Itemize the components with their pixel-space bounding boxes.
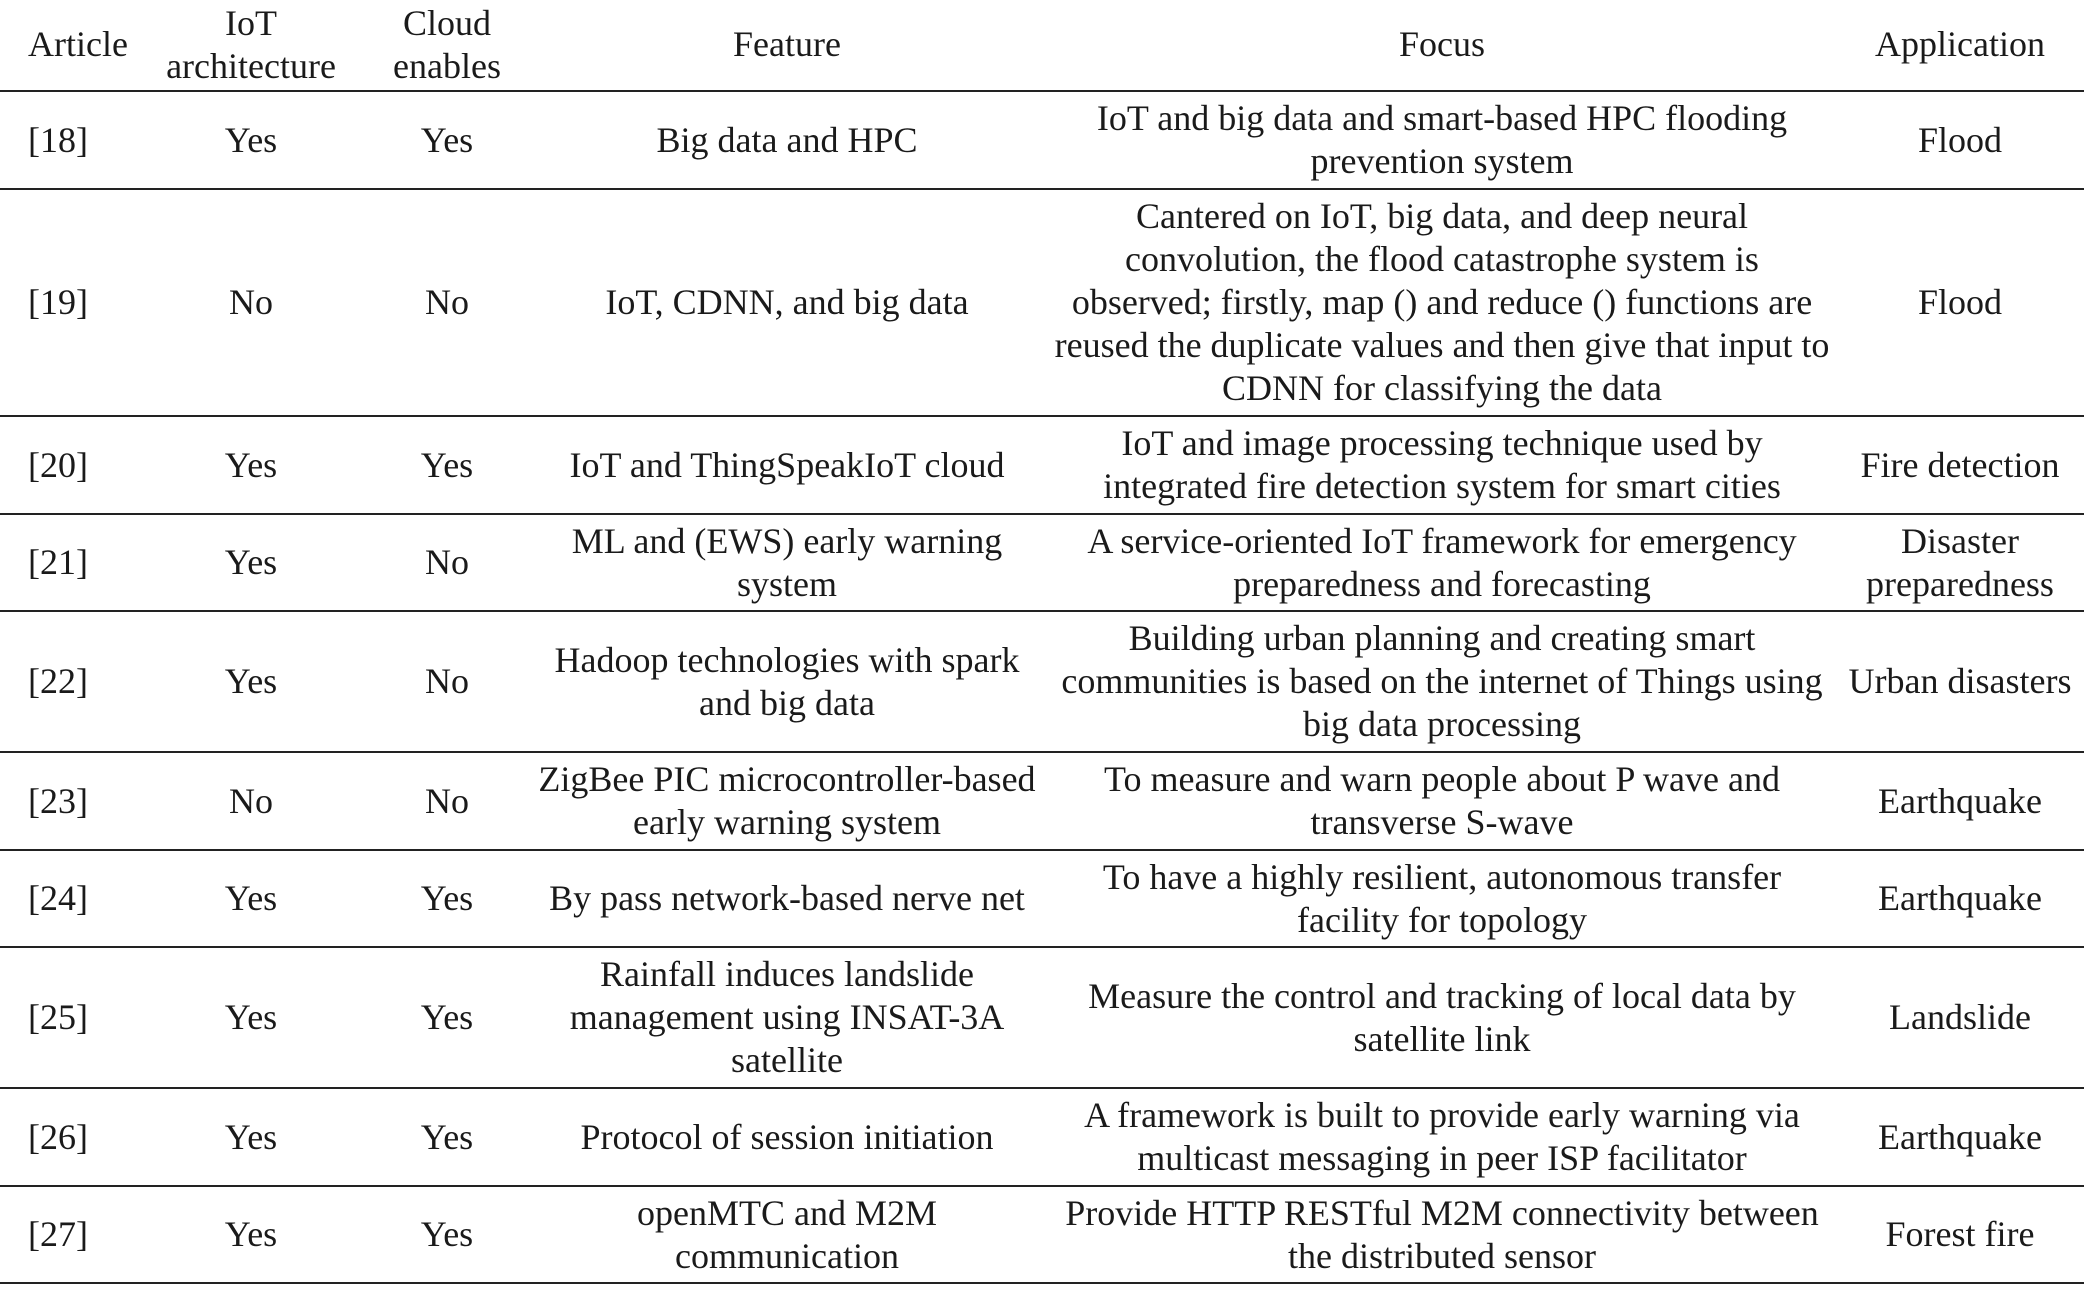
cell-feature: ML and (EWS) early warning system [526, 514, 1048, 611]
cell-focus: To measure and warn people about P wave and transverse S-wave [1048, 752, 1836, 850]
cell-cloud-enables: Yes [368, 91, 526, 189]
cell-application: Flood [1836, 91, 2084, 189]
cell-article: [27] [0, 1186, 134, 1283]
cell-iot-architecture: Yes [134, 416, 368, 514]
cell-application: Landslide [1836, 947, 2084, 1088]
header-row [0, 0, 2084, 91]
cell-feature: openMTC and M2M communication [526, 1186, 1048, 1283]
table-row [0, 1088, 2084, 1186]
cell-focus: Building urban planning and creating smart communities is based on the internet of Things using big data processing [1048, 611, 1836, 752]
header-article: Article [0, 0, 134, 91]
cell-feature: IoT, CDNN, and big data [526, 189, 1048, 416]
table-row [0, 189, 2084, 416]
cell-article: [24] [0, 850, 134, 947]
cell-cloud-enables: Yes [368, 1088, 526, 1186]
cell-iot-architecture: Yes [134, 91, 368, 189]
cell-focus: IoT and big data and smart-based HPC flooding prevention system [1048, 91, 1836, 189]
table-row [0, 850, 2084, 947]
cell-focus: IoT and image processing technique used by integrated fire detection system for smart cities [1048, 416, 1836, 514]
cell-iot-architecture: Yes [134, 611, 368, 752]
cell-article: [25] [0, 947, 134, 1088]
cell-cloud-enables: No [368, 611, 526, 752]
cell-application: Forest fire [1836, 1186, 2084, 1283]
table-row [0, 947, 2084, 1088]
cell-application: Earthquake [1836, 752, 2084, 850]
cell-article: [21] [0, 514, 134, 611]
header-feature: Feature [526, 0, 1048, 91]
cell-application: Flood [1836, 189, 2084, 416]
cell-cloud-enables: Yes [368, 1186, 526, 1283]
table-body [0, 91, 2084, 1283]
table-header [0, 0, 2084, 91]
cell-cloud-enables: Yes [368, 947, 526, 1088]
cell-focus: Measure the control and tracking of local data by satellite link [1048, 947, 1836, 1088]
cell-feature: IoT and ThingSpeakIoT cloud [526, 416, 1048, 514]
cell-focus: Provide HTTP RESTful M2M connectivity between the distributed sensor [1048, 1186, 1836, 1283]
table-row [0, 611, 2084, 752]
table-row [0, 752, 2084, 850]
cell-feature: Rainfall induces landslide management using INSAT-3A satellite [526, 947, 1048, 1088]
cell-article: [18] [0, 91, 134, 189]
cell-focus: To have a highly resilient, autonomous transfer facility for topology [1048, 850, 1836, 947]
cell-article: [19] [0, 189, 134, 416]
table-row [0, 416, 2084, 514]
table-row [0, 91, 2084, 189]
header-cloud-enables: Cloud enables [368, 0, 526, 91]
cell-application: Fire detection [1836, 416, 2084, 514]
cell-cloud-enables: No [368, 189, 526, 416]
cell-iot-architecture: Yes [134, 514, 368, 611]
cell-iot-architecture: Yes [134, 1088, 368, 1186]
cell-feature: ZigBee PIC microcontroller-based early warning system [526, 752, 1048, 850]
cell-cloud-enables: Yes [368, 850, 526, 947]
cell-feature: Hadoop technologies with spark and big data [526, 611, 1048, 752]
cell-article: [26] [0, 1088, 134, 1186]
cell-cloud-enables: No [368, 752, 526, 850]
cell-cloud-enables: No [368, 514, 526, 611]
cell-application: Disaster preparedness [1836, 514, 2084, 611]
header-focus: Focus [1048, 0, 1836, 91]
header-application: Application [1836, 0, 2084, 91]
cell-iot-architecture: Yes [134, 1186, 368, 1283]
cell-iot-architecture: Yes [134, 947, 368, 1088]
cell-focus: A framework is built to provide early warning via multicast messaging in peer ISP facilitator [1048, 1088, 1836, 1186]
table-row [0, 1186, 2084, 1283]
cell-feature: Protocol of session initiation [526, 1088, 1048, 1186]
cell-iot-architecture: No [134, 189, 368, 416]
cell-application: Urban disasters [1836, 611, 2084, 752]
cell-iot-architecture: No [134, 752, 368, 850]
cell-application: Earthquake [1836, 1088, 2084, 1186]
cell-focus: Cantered on IoT, big data, and deep neural convolution, the flood catastrophe system is observed; firstly, map () and reduce () functions are reused the duplicate values and then give that input to CDNN for classifying the data [1048, 189, 1836, 416]
cell-iot-architecture: Yes [134, 850, 368, 947]
cell-application: Earthquake [1836, 850, 2084, 947]
cell-article: [22] [0, 611, 134, 752]
table-row [0, 514, 2084, 611]
cell-focus: A service-oriented IoT framework for emergency preparedness and forecasting [1048, 514, 1836, 611]
cell-feature: Big data and HPC [526, 91, 1048, 189]
cell-feature: By pass network-based nerve net [526, 850, 1048, 947]
cell-article: [20] [0, 416, 134, 514]
cell-cloud-enables: Yes [368, 416, 526, 514]
cell-article: [23] [0, 752, 134, 850]
header-iot-architecture: IoT architecture [134, 0, 368, 91]
